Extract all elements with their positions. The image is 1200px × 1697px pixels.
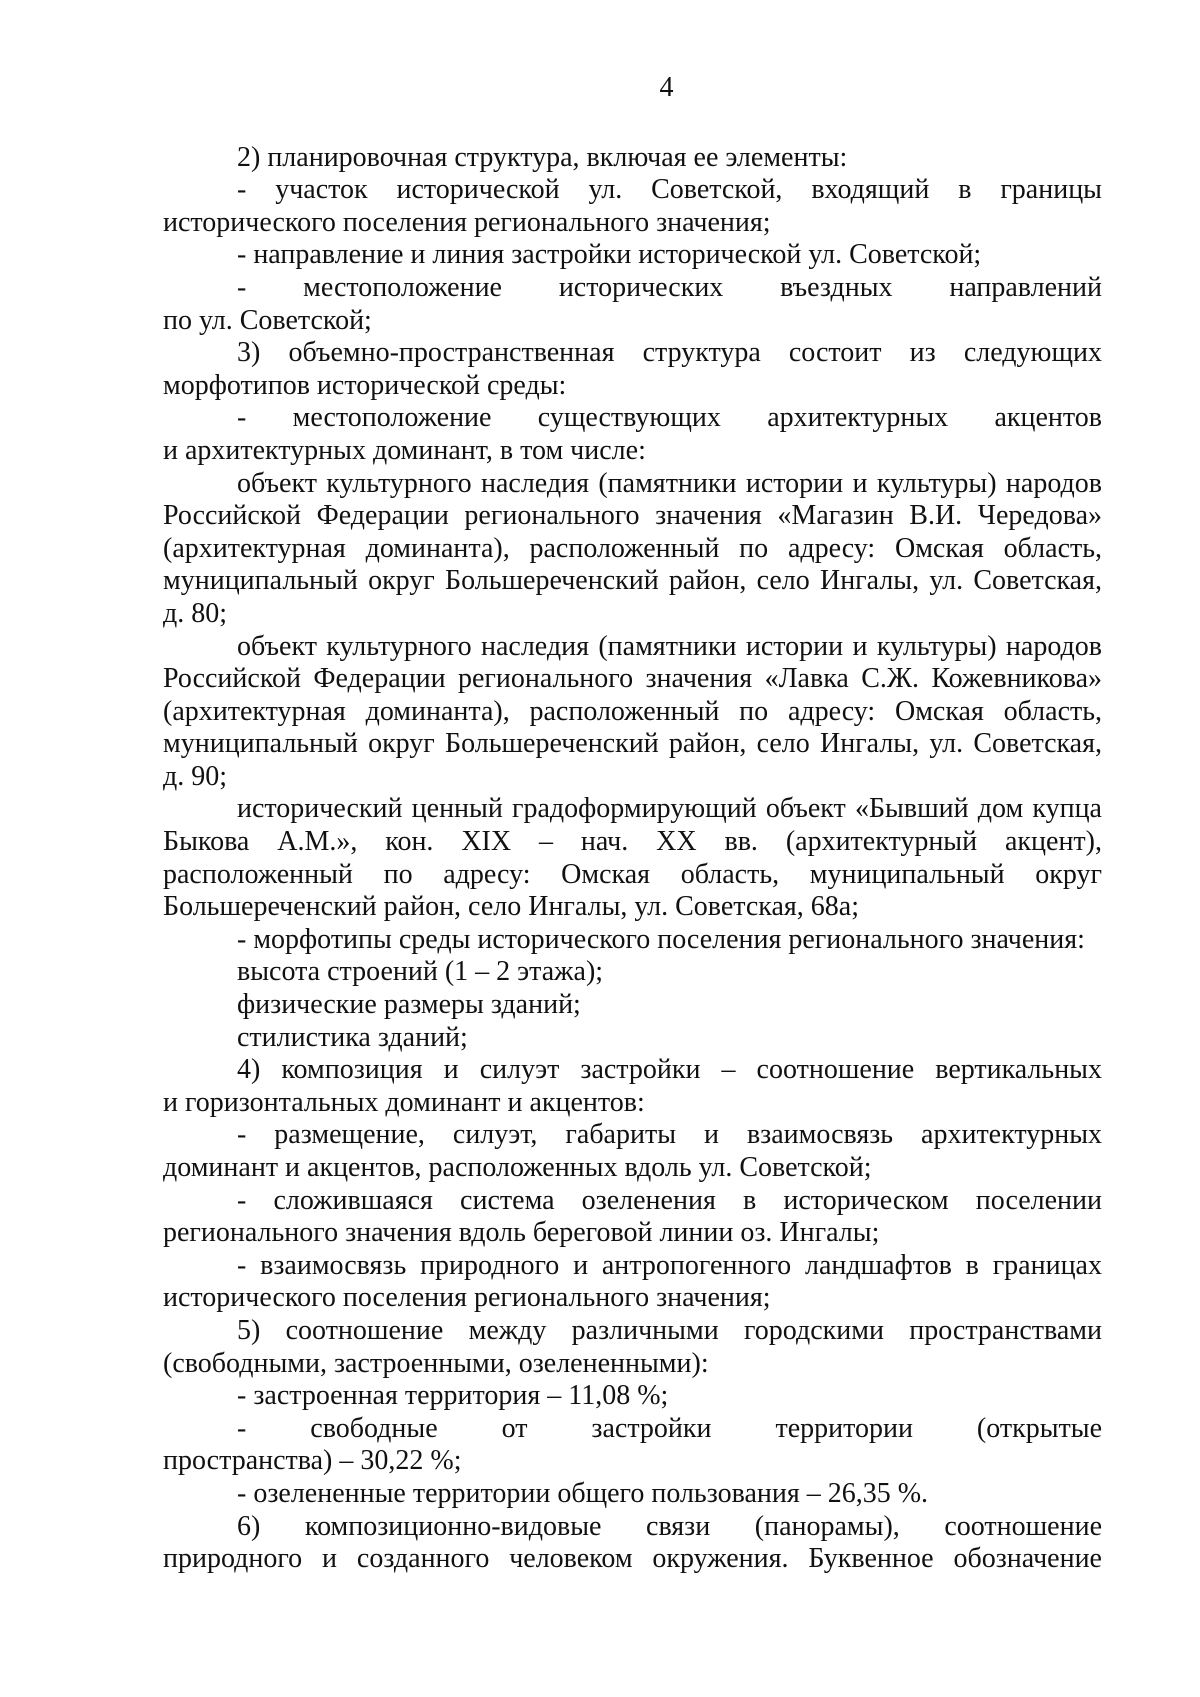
body-text: [163, 142, 1102, 1576]
text-line: 2) планировочная структура, включая ее элементы:: [237, 141, 848, 173]
text-line: муниципальный округ Большереченский район, село Ингалы, ул. Советская,: [163, 728, 1102, 760]
text-line: исторического поселения регионального значения;: [163, 1282, 771, 1314]
text-line: Быкова А.М.», кон. XIX – нач. XX вв. (архитектурный акцент),: [163, 826, 1102, 858]
text-line: (архитектурная доминанта), расположенный по адресу: Омская область,: [163, 695, 1102, 727]
text-line: по ул. Советской;: [163, 304, 372, 336]
text-line: - морфотипы среды исторического поселения регионального значения:: [237, 923, 1085, 955]
text-line: и архитектурных доминант, в том числе:: [163, 434, 646, 466]
text-line: - взаимосвязь природного и антропогенного ландшафтов в границах: [237, 1249, 1102, 1281]
text-line: муниципальный округ Большереченский район, село Ингалы, ул. Советская,: [163, 565, 1102, 597]
text-line: 3) объемно-пространственная структура состоит из следующих: [237, 337, 1102, 369]
text-line: исторического поселения регионального значения;: [163, 206, 771, 238]
text-line: д. 90;: [163, 760, 228, 792]
text-line: объект культурного наследия (памятники истории и культуры) народов: [237, 630, 1102, 662]
text-line: высота строений (1 – 2 этажа);: [237, 956, 604, 988]
text-line: расположенный по адресу: Омская область, муниципальный округ: [163, 858, 1102, 890]
text-line: - застроенная территория – 11,08 %;: [237, 1380, 669, 1412]
text-line: Большереченский район, село Ингалы, ул. Советская, 68а;: [163, 891, 859, 923]
text-line: 4) композиция и силуэт застройки – соотношение вертикальных: [237, 1054, 1102, 1086]
text-line: - местоположение существующих архитектурных акцентов: [237, 402, 1102, 434]
text-line: д. 80;: [163, 597, 228, 629]
text-line: (свободными, застроенными, озелененными):: [163, 1347, 709, 1379]
text-line: 5) соотношение между различными городскими пространствами: [237, 1314, 1102, 1346]
text-line: и горизонтальных доминант и акцентов:: [163, 1086, 645, 1118]
text-line: 6) композиционно-видовые связи (панорамы), соотношение: [237, 1510, 1102, 1542]
text-line: объект культурного наследия (памятники истории и культуры) народов: [237, 467, 1102, 499]
text-line: стилистика зданий;: [237, 1021, 468, 1053]
text-line: физические размеры зданий;: [237, 989, 581, 1021]
text-line: - участок исторической ул. Советской, входящий в границы: [237, 174, 1102, 206]
text-line: природного и созданного человеком окружения. Буквенное обозначение: [163, 1543, 1102, 1575]
text-line: - озелененные территории общего пользования – 26,35 %.: [237, 1477, 929, 1509]
text-line: регионального значения вдоль береговой линии оз. Ингалы;: [163, 1217, 880, 1249]
text-line: пространства) – 30,22 %;: [163, 1445, 462, 1477]
text-line: (архитектурная доминанта), расположенный по адресу: Омская область,: [163, 532, 1102, 564]
text-line: - свободные от застройки территории (открытые: [237, 1412, 1102, 1444]
text-line: исторический ценный градоформирующий объект «Бывший дом купца: [237, 793, 1102, 825]
text-line: - размещение, силуэт, габариты и взаимосвязь архитектурных: [237, 1119, 1102, 1151]
text-line: морфотипов исторической среды:: [163, 369, 567, 401]
text-line: - местоположение исторических въездных направлений: [237, 271, 1102, 303]
text-line: доминант и акцентов, расположенных вдоль ул. Советской;: [163, 1152, 872, 1183]
text-line: Российской Федерации регионального значения «Магазин В.И. Чередова»: [163, 500, 1102, 532]
text-line: - направление и линия застройки исторической ул. Советской;: [237, 239, 982, 271]
page-number: 4: [659, 72, 674, 103]
text-line: Российской Федерации регионального значения «Лавка С.Ж. Кожевникова»: [163, 663, 1102, 695]
text-line: - сложившаяся система озеленения в историческом поселении: [237, 1184, 1102, 1216]
